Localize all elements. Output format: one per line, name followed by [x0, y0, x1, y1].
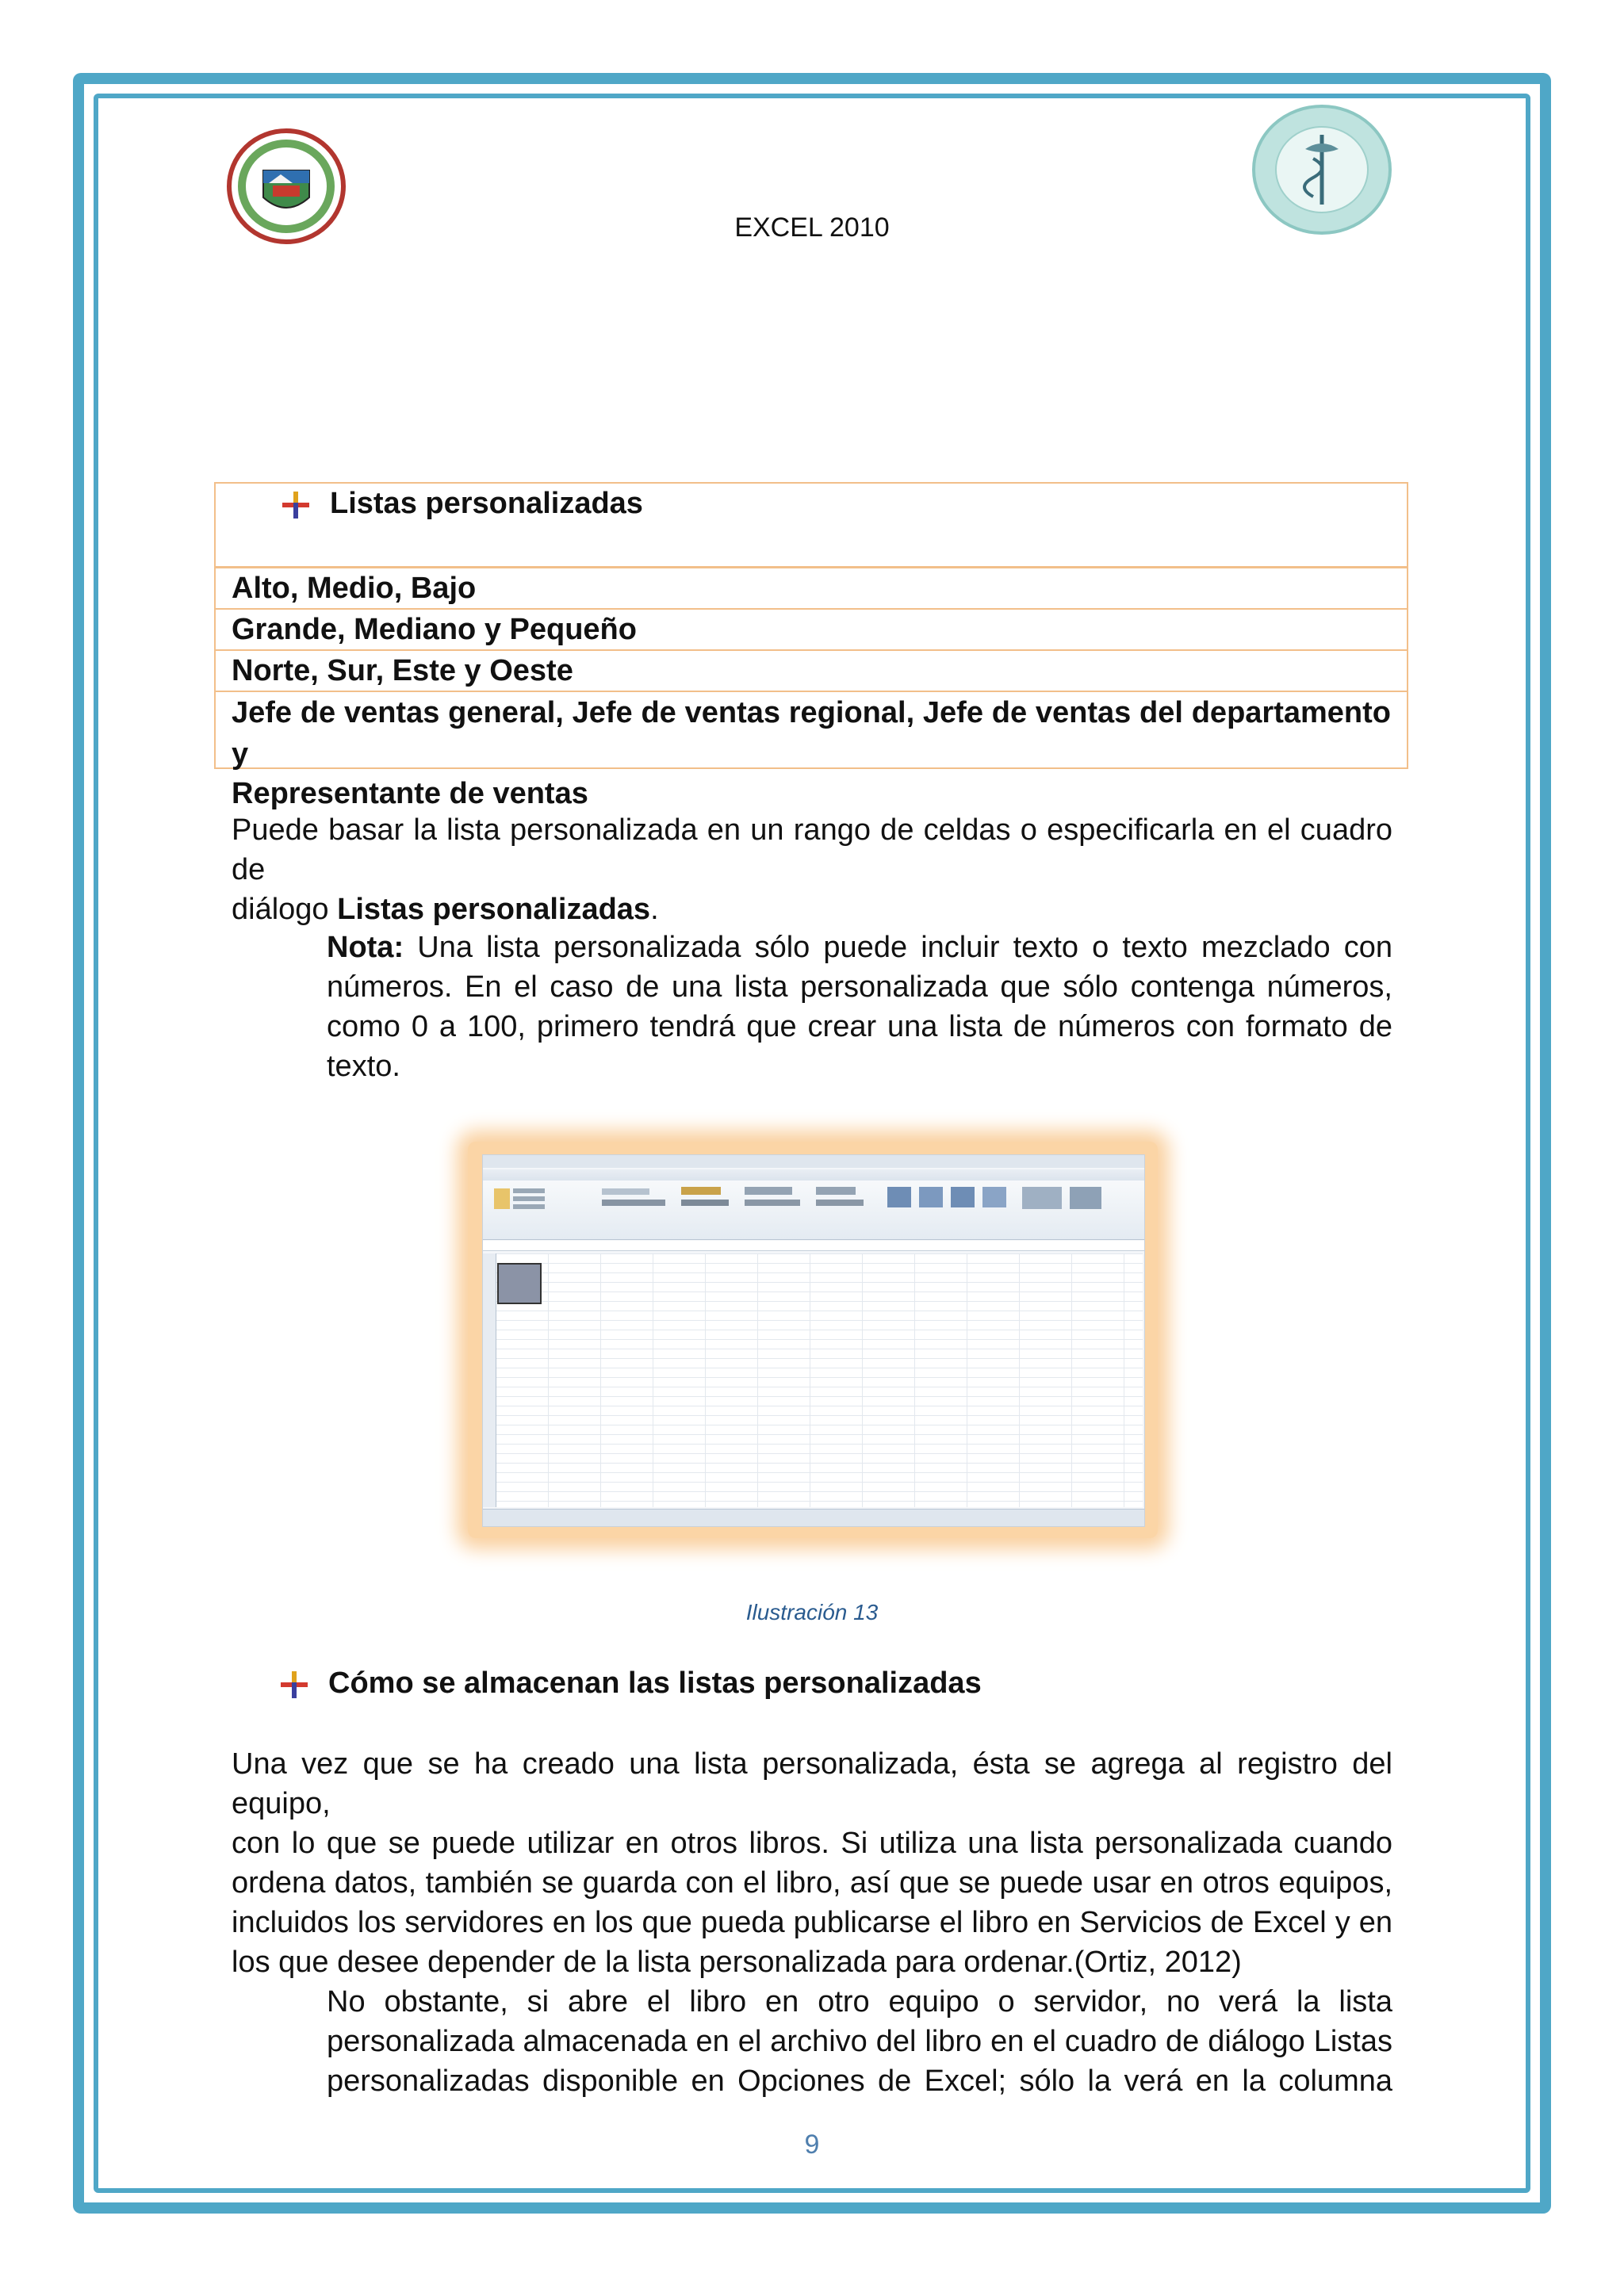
paragraph-line: los que desee depender de la lista personalizada para ordenar.(Ortiz, 2012) — [232, 1946, 1242, 1979]
document-header-title: EXCEL 2010 — [734, 212, 890, 243]
list-row-line: Representante de ventas — [232, 777, 588, 810]
paragraph-storage — [232, 1744, 1392, 1982]
bold-text: Listas personalizadas — [337, 893, 651, 926]
note-line — [327, 928, 1392, 967]
bullet-icon — [281, 1671, 308, 1698]
paragraph-line: personalizada almacenada en el archivo del libro en el cuadro de diálogo Listas — [327, 2025, 1392, 2058]
paragraph-line: personalizadas disponible en Opciones de Excel; sólo la verá en la columna — [327, 2064, 1392, 2098]
list-row-multiline — [216, 692, 1407, 810]
page-number: 9 — [804, 2130, 820, 2160]
paragraph-line: incluidos los servidores en los que pueda publicarse el libro en Servicios de Excel y en — [232, 1906, 1392, 1939]
list-row: Grande, Mediano y Pequeño — [216, 610, 1407, 651]
list-row: Alto, Medio, Bajo — [216, 568, 1407, 610]
paragraph-line: Puede basar la lista personalizada en un rango de celdas o especificarla en el cuadro de — [232, 813, 1392, 886]
paragraph-line: con lo que se puede utilizar en otros libros. Si utiliza una lista personalizada cuando — [232, 1827, 1392, 1860]
excel-titlebar — [483, 1155, 1144, 1168]
excel-status-bar — [483, 1509, 1144, 1527]
note-block — [327, 928, 1392, 1086]
excel-screenshot-illustration — [482, 1154, 1145, 1527]
note-line: como 0 a 100, primero tendrá que crear una lista de números con formato de — [327, 1010, 1392, 1043]
note-line: texto. — [327, 1050, 400, 1083]
paragraph-line: No obstante, si abre el libro en otro equipo o servidor, no verá la lista — [327, 1985, 1392, 2019]
excel-selected-cells — [497, 1263, 542, 1304]
text-span: Una lista personalizada sólo puede incluir texto o texto mezclado con — [404, 931, 1392, 964]
figure-caption: Ilustración 13 — [745, 1600, 879, 1624]
list-heading: Listas personalizadas — [330, 487, 643, 520]
excel-row-headers — [483, 1253, 496, 1507]
excel-ribbon-tabs — [483, 1169, 1144, 1181]
custom-lists-box — [214, 482, 1408, 810]
paragraph-line — [232, 890, 1392, 929]
excel-ribbon-icons — [483, 1181, 1144, 1239]
bullet-icon — [282, 492, 309, 519]
paragraph-line: ordena datos, también se guarda con el libro, así que se puede usar en otros equipos, — [232, 1866, 1392, 1900]
custom-lists-header — [216, 484, 1407, 568]
paragraph-note-2 — [327, 1982, 1392, 2101]
paragraph-line: Una vez que se ha creado una lista personalizada, ésta se agrega al registro del equipo, — [232, 1747, 1392, 1820]
text-span: . — [650, 893, 659, 926]
list-row: Norte, Sur, Este y Oeste — [216, 651, 1407, 692]
excel-grid — [496, 1253, 1143, 1507]
note-line: números. En el caso de una lista personalizada que sólo contenga números, — [327, 970, 1392, 1004]
text-span: diálogo — [232, 893, 338, 926]
list-row-line: Jefe de ventas general, Jefe de ventas regional, Jefe de ventas del departamento y — [232, 696, 1391, 771]
paragraph-intro — [232, 810, 1392, 929]
excel-formula-bar — [483, 1241, 1144, 1251]
note-label: Nota: — [327, 931, 404, 964]
section-heading: Cómo se almacenan las listas personalizadas — [328, 1667, 982, 1700]
